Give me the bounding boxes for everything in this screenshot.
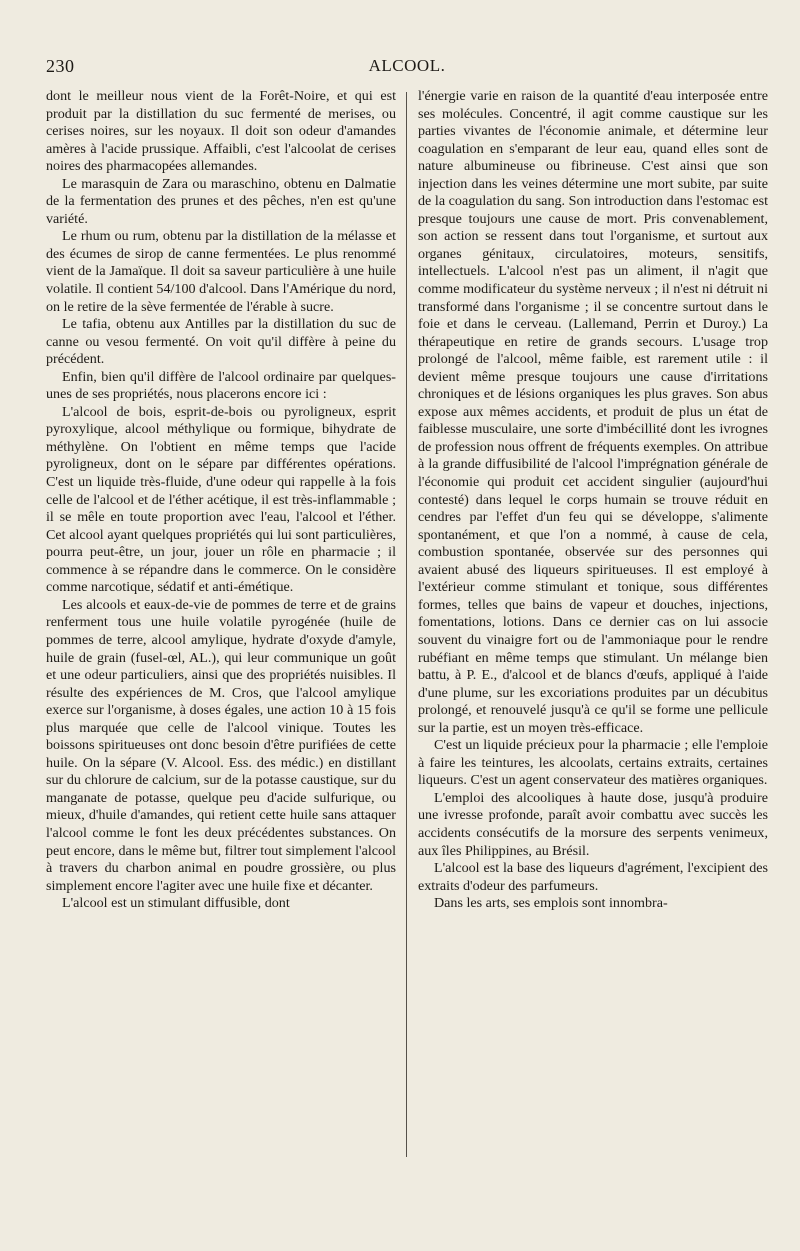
paragraph: L'alcool est la base des liqueurs d'agrément, l'excipient des extraits d'odeur des parfumeurs. [418, 860, 768, 894]
paragraph: L'alcool est un stimulant diffusible, dont [62, 895, 290, 912]
page-header [46, 56, 768, 82]
right-column [418, 88, 768, 1168]
column-divider [406, 92, 407, 1157]
paragraph: L'alcool de bois, esprit-de-bois ou pyroligneux, esprit pyroxylique, alcool méthylique ou formique, bihydrate de méthylène. On l'obtient en même temps que l'acide pyroligneux, dont on le sépare par différentes opérations. C'est un liquide très-fluide, d'une odeur qui rappelle à la fois celle de l'alcool et de l'éther acétique, il est très-inflammable ; il se mêle en toute proportion avec l'eau, l'alcool et l'éther. Cet alcool ayant quelques propriétés qui lui sont particulières, pourra peut-être, un jour, jouer un rôle en pharmacie ; il commence à se répandre dans le commerce. On le considère comme narcotique, sédatif et anti-émétique. [46, 403, 396, 596]
paragraph: dont le meilleur nous vient de la Forêt-Noire, et qui est produit par la distillation du suc fermenté de merises, ou cerises noires, sur les noyaux. Il doit son odeur d'amandes amères à l'acide prussique. Affaibli, c'est l'alcoolat de cerises noires des pharmacopées allemandes. [46, 88, 396, 175]
running-title: ALCOOL. [368, 56, 446, 75]
paragraph: Enfin, bien qu'il diffère de l'alcool ordinaire par quelques-unes de ses propriétés, nous placerons encore ici : [46, 368, 396, 403]
paragraph: L'emploi des alcooliques à haute dose, jusqu'à produire une ivresse profonde, paraît avoir combattu avec succès les accidents consécutifs de la morsure des serpents venimeux, aux îles Philippines, au Brésil. [418, 789, 768, 859]
left-column [46, 88, 396, 1168]
paragraph: Le rhum ou rum, obtenu par la distillation de la mélasse et des écumes de sirop de canne fermentées. Le plus renommé vient de la Jamaïque. Il doit sa saveur particulière à une huile volatile. Il contient 54/100 d'alcool. Dans l'Amérique du nord, on le retire de la sève fermentée de l'érable à sucre. [46, 228, 396, 315]
paragraph: Le marasquin de Zara ou maraschino, obtenu en Dalmatie de la fermentation des prunes et des pêches, n'en est qu'une variété. [46, 175, 396, 227]
paragraph: Dans les arts, ses emplois sont innombra- [434, 895, 668, 912]
paragraph: Le tafia, obtenu aux Antilles par la distillation du suc de canne ou vesou fermenté. On voit qu'il diffère à peine du précédent. [46, 316, 396, 368]
paragraph: Les alcools et eaux-de-vie de pommes de terre et de grains renferment tous une huile volatile pyrogénée (huile de pommes de terre, alcool amylique, hydrate d'oxyde d'amyle, huile de grain (fusel-œl, AL.), qui leur communique un goût et une odeur particuliers, ainsi que des propriétés nuisibles. Il résulte des expériences de M. Cros, que l'alcool amylique exerce sur l'organisme, à doses égales, une action 10 à 15 fois plus marquée que celle de l'alcool vinique. Toutes les boissons spiritueuses ont donc besoin d'être purifiées de cette huile. On la sépare (V. Alcool. Ess. des médic.) en distillant sur du chlorure de calcium, sur de la potasse caustique, sur du manganate de potasse, quelque peu d'acide sulfurique, ou mieux, d'huile d'amandes, qui retient cette huile sans attaquer l'alcool comme le font les deux précédentes substances. On peut encore, dans le même but, filtrer tout simplement l'alcool à travers du charbon animal en poudre grossière, ou plus simplement encore l'agiter avec une huile fixe et décanter. [46, 596, 396, 894]
page-number: 230 [46, 56, 75, 76]
paragraph: l'énergie varie en raison de la quantité d'eau interposée entre ses molécules. Concentré, il agit comme caustique sur les parties vivantes de l'économie animale, et détermine leur coagulation en s'emparant de leur eau, quand elles sont de nature albumineuse ou fibrineuse. C'est ainsi que son injection dans les veines détermine une mort subite, par suite de la coagulation du sang. Son introduction dans l'estomac est presque toujours une cause de mort. Pris convenablement, son action se ressent dans tout l'organisme, et surtout aux organes génitaux, circulatoires, moteurs, sensitifs, intellectuels. L'alcool n'est pas un aliment, il n'agit que comme modificateur du système nerveux ; il n'est ni détruit ni transformé dans l'organisme ; il se concentre surtout dans le foie et dans le cerveau. (Lallemand, Perrin et Duroy.) La thérapeutique en retire de grands secours. L'usage trop prolongé de l'alcool, même faible, est rarement utile : il devient même presque toujours une cause d'irritations chroniques et de lésions organiques les plus graves. Son abus expose aux mêmes accidents, et produit de plus un état de faiblesse musculaire, une sorte d'imbécillité dont les ivrognes de profession nous offrent de fréquents exemples. On attribue à la grande diffusibilité de l'alcool l'imprégnation générale de l'économie qui produit cet accident singulier (aujourd'hui contesté) dans lequel le corps humain se trouve réduit en cendres par l'effet d'un feu qui se développe, s'alimente spontanément, et que l'on a nommé, à cause de cela, combustion spontanée, observée sur des personnes qui avaient abusé des liqueurs spiritueuses. Il est employé à l'extérieur comme stimulant et tonique, sous différentes formes, telles que bains de vapeur et douches, injections, fomentations, lotions. Dans ce dernier cas on lui associe souvent du vinaigre fort ou de l'ammoniaque pour le rendre rubéfiant en même temps que stimulant. Un mélange bien battu, à P. E., d'alcool et de blancs d'œufs, appliqué à l'aide d'une plume, sur les excoriations produites par un décubitus prolongé, et renouvelé jusqu'à ce qu'il se forme une pellicule sur la partie, est un moyen très-efficace. [418, 88, 768, 736]
paragraph: C'est un liquide précieux pour la pharmacie ; elle l'emploie à faire les teintures, les alcoolats, certains extraits, certaines liqueurs. C'est un agent conservateur des matières organiques. [418, 737, 768, 789]
